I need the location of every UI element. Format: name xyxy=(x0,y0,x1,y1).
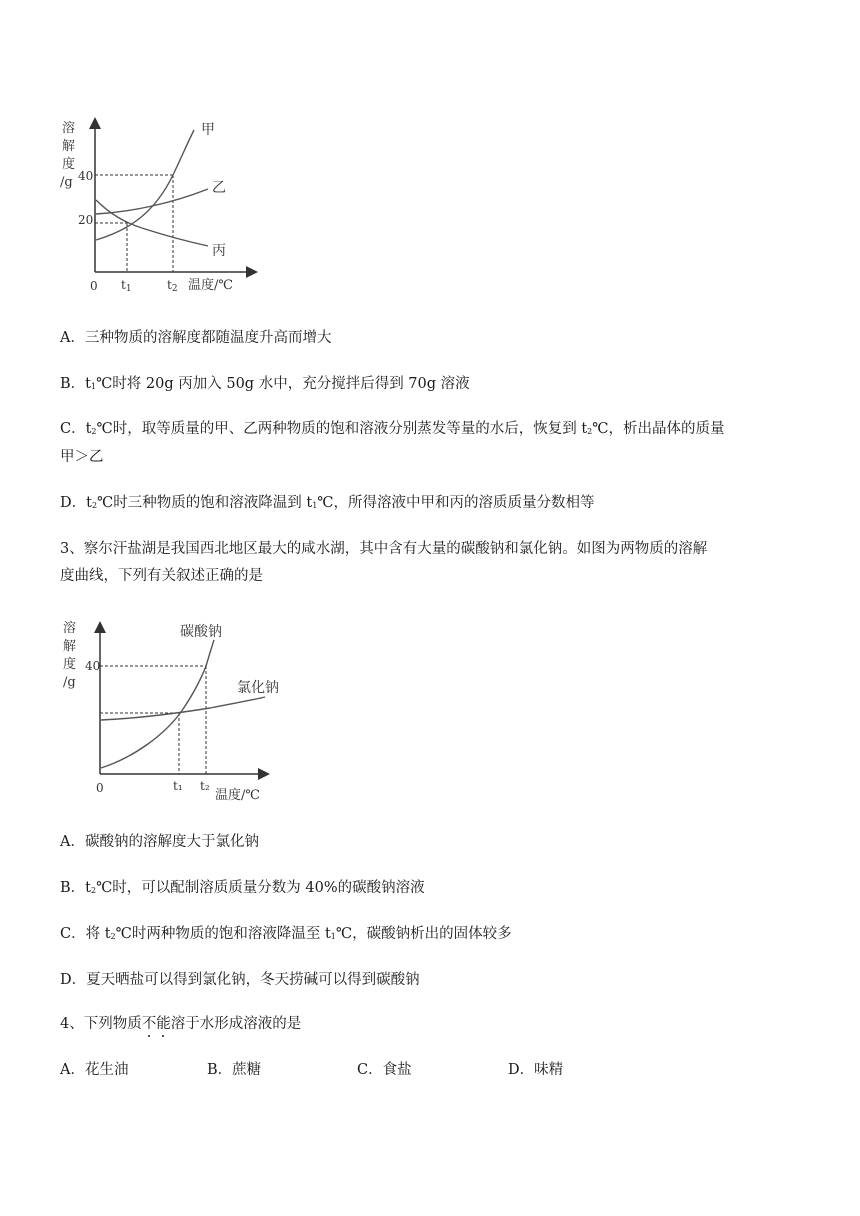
q4-option-c: C．食盐 xyxy=(357,1062,412,1078)
q3-option-a: A．碳酸钠的溶解度大于氯化钠 xyxy=(60,834,259,850)
curve-sodium-carbonate xyxy=(101,640,214,768)
y-label-3: 度 xyxy=(63,657,77,672)
x-origin: 0 xyxy=(96,781,104,795)
y-tick-40: 40 xyxy=(85,659,101,673)
x-tick-t1: t₁ xyxy=(173,779,183,793)
q3-option-d: D．夏天晒盐可以得到氯化钠，冬天捞碱可以得到碳酸钠 xyxy=(60,972,420,988)
label-sodium-chloride: 氯化钠 xyxy=(237,680,279,696)
label-sodium-carbonate: 碳酸钠 xyxy=(180,624,222,640)
label-bing: 丙 xyxy=(212,243,226,259)
q2-option-c-cont: 甲＞乙 xyxy=(60,449,104,465)
q4-option-b: B．蔗糖 xyxy=(207,1062,262,1078)
q3-option-b: B．$t_2℃$时，可以配制溶质质量分数为 40%的碳酸钠溶液 xyxy=(60,880,425,896)
q4-stem: 4、下列物质不能溶于水形成溶液的是 xyxy=(60,1016,302,1032)
label-jia: 甲 xyxy=(201,122,215,138)
y-label-1: 溶 xyxy=(62,121,76,136)
y-label-3: 度 xyxy=(62,157,76,172)
y-label-2: 解 xyxy=(62,139,76,154)
q4-option-a: A．花生油 xyxy=(60,1062,129,1078)
y-label-4: /g xyxy=(63,675,76,690)
y-label-1: 溶 xyxy=(63,621,77,636)
y-tick-40: 40 xyxy=(78,169,94,183)
x-origin: 0 xyxy=(90,279,98,293)
solubility-graph-2 xyxy=(55,612,315,812)
emphasis-char: 不 xyxy=(141,1016,157,1032)
x-tick-t1: t1 xyxy=(121,278,132,294)
x-tick-t2: t₂ xyxy=(200,779,210,793)
q3-option-c: C．将 $t_2℃$时两种物质的饱和溶液降温至 $t_1℃$，碳酸钠析出的固体较多 xyxy=(60,926,512,942)
y-tick-20: 20 xyxy=(78,213,94,227)
q3-stem-line2: 度曲线，下列有关叙述正确的是 xyxy=(60,568,263,584)
q2-option-b: B．$t_1℃$时将 20g 丙加入 50g 水中，充分搅拌后得到 70g 溶液 xyxy=(60,376,470,392)
q2-option-a: A．三种物质的溶解度都随温度升高而增大 xyxy=(60,330,332,346)
x-axis-label: 温度/℃ xyxy=(188,278,233,293)
x-axis-label: 温度/℃ xyxy=(215,788,260,803)
label-yi: 乙 xyxy=(212,180,226,196)
q2-option-c: C．$t_2℃$时，取等质量的甲、乙两种物质的饱和溶液分别蒸发等量的水后，恢复到 $t_2℃$，析出晶体的质量 xyxy=(60,421,725,437)
y-label-2: 解 xyxy=(63,639,77,654)
solubility-graph-1 xyxy=(50,112,310,302)
x-tick-t2: t2 xyxy=(167,278,178,294)
q2-option-d: D．$t_2℃$时三种物质的饱和溶液降温到 $t_1℃$，所得溶液中甲和丙的溶质质量分数相等 xyxy=(60,495,595,511)
curve-yi xyxy=(96,189,208,214)
y-label-4: /g xyxy=(60,175,73,190)
emphasis-char: 能 xyxy=(156,1016,171,1032)
q4-option-d: D．味精 xyxy=(508,1062,564,1078)
q3-stem-line1: 3、察尔汗盐湖是我国西北地区最大的咸水湖，其中含有大量的碳酸钠和氯化钠。如图为两物质的溶解 xyxy=(60,541,708,557)
